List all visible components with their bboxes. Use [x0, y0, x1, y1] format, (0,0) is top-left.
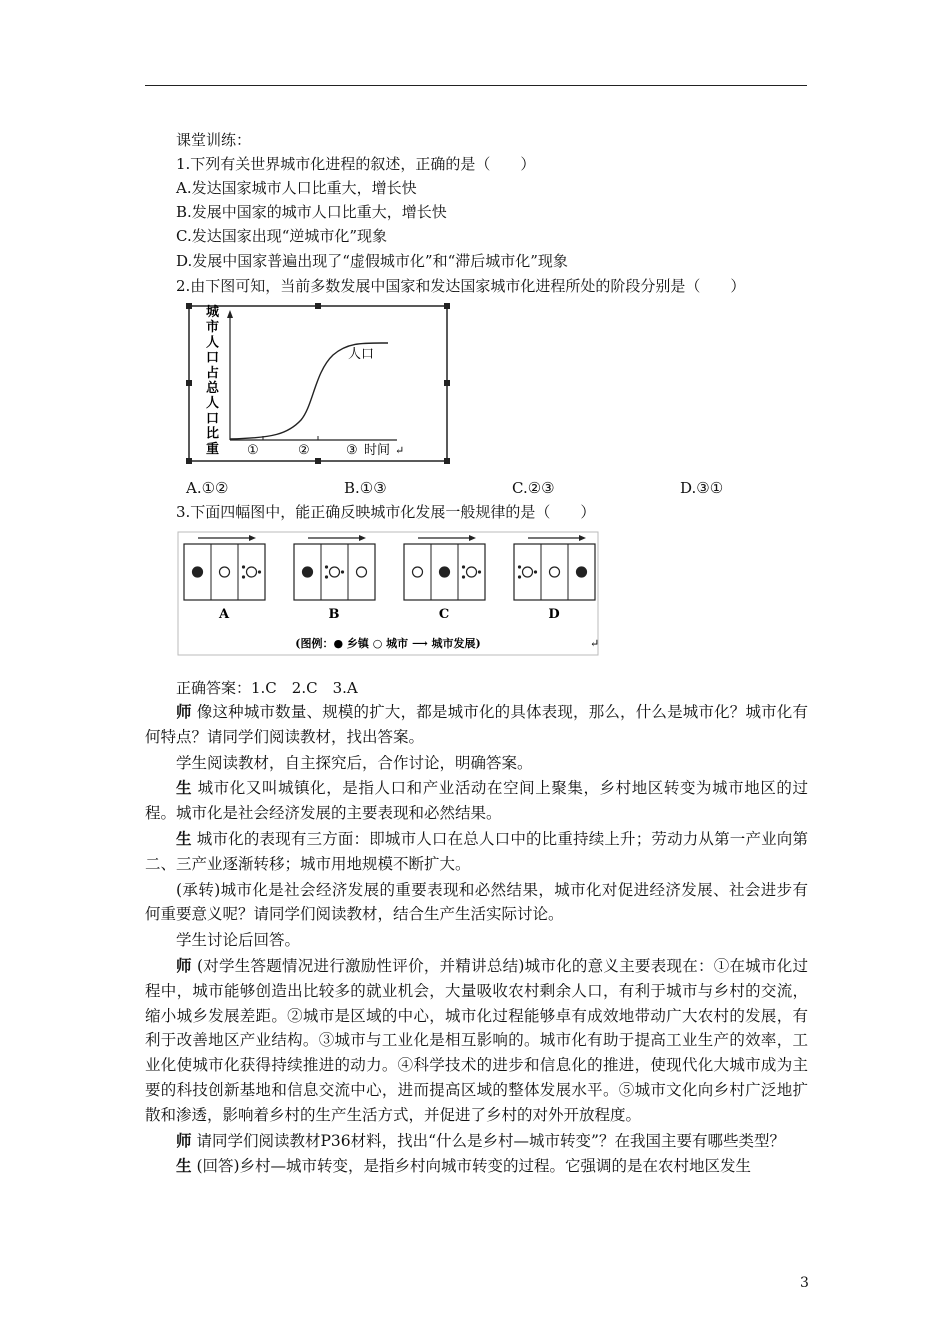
satellite-dot [478, 570, 481, 573]
stage-3-label: ③ [346, 443, 358, 458]
city-circle [550, 567, 560, 577]
y-axis-label-char: 城 [206, 305, 220, 320]
q2-option-d: D.③① [680, 479, 724, 497]
answers: 正确答案：1.C 2.C 3.A [176, 679, 358, 697]
page-number: 3 [800, 1275, 809, 1291]
q1-option-a: A.发达国家城市人口比重大，增长快 [176, 179, 417, 197]
body-paragraph [145, 954, 808, 1128]
satellite-dot [518, 575, 521, 578]
y-axis-label-char: 比 [206, 426, 220, 442]
frame-handle [444, 380, 450, 386]
body-paragraph [145, 827, 808, 877]
legend: (图例：● 乡镇 ○ 城市 ⟶ 城市发展) [295, 637, 481, 650]
y-axis-label-char: 口 [206, 350, 220, 366]
paragraph-text: (承转)城市化是社会经济发展的重要表现和必然结果，城市化对促进经济发展、社会进步有何重要意义呢？请同学们阅读教材，结合生产生活实际讨论。 [145, 880, 808, 924]
paragraph-text: 城市化的表现有三方面：即城市人口在总人口中的比重持续上升；劳动力从第一产业向第二、三产业逐渐转移；城市用地规模不断扩大。 [145, 829, 808, 873]
body-paragraph [145, 1154, 808, 1179]
arrow-head [469, 535, 476, 541]
frame-handle [315, 458, 321, 464]
frame-handle [315, 303, 321, 309]
stage-2-label: ② [298, 443, 310, 458]
q2-option-b: B.①③ [344, 479, 387, 497]
town-dot [577, 567, 587, 577]
panel-c [404, 535, 485, 622]
paragraph-text: 像这种城市数量、规模的扩大，都是城市化的具体表现，那么，什么是城市化？城市化有何特点？请同学们阅读教材，找出答案。 [145, 703, 808, 746]
urbanization-curve-figure [183, 300, 458, 466]
q1-option-c: C.发达国家出现“逆城市化”现象 [176, 227, 388, 245]
body-paragraph [145, 878, 808, 928]
town-dot [303, 567, 313, 577]
speaker-label: 生 [176, 1156, 192, 1176]
y-axis-label-char: 人 [206, 396, 220, 412]
curve-label: 人口 [348, 347, 375, 362]
speaker-label: 师 [176, 1130, 192, 1150]
satellite-dot [242, 575, 245, 578]
y-axis-label [206, 305, 220, 457]
body-paragraph [145, 776, 808, 826]
q3-stem: 3.下面四幅图中，能正确反映城市化发展一般规律的是（ ） [176, 503, 596, 521]
satellite-dot [258, 570, 261, 573]
city-circle [523, 567, 533, 577]
q2-option-c: C.②③ [512, 479, 555, 497]
satellite-dot [534, 570, 537, 573]
satellite-dot [325, 565, 328, 568]
frame-handle [186, 303, 192, 309]
panel-label: C [438, 607, 450, 622]
city-circle [220, 567, 230, 577]
city-circle [247, 567, 257, 577]
q1-option-b: B.发展中国家的城市人口比重大，增长快 [176, 203, 447, 221]
body-paragraph [145, 1129, 808, 1154]
return-mark: ↵ [395, 444, 405, 457]
city-circle [330, 567, 340, 577]
arrow-head [579, 535, 586, 541]
y-axis-label-char: 口 [206, 411, 220, 427]
y-axis-label-char: 总 [206, 381, 220, 396]
paragraph-text: 学生讨论后回答。 [176, 931, 301, 950]
panel-label: B [328, 607, 340, 622]
arrow-head [359, 535, 366, 541]
header-rule [145, 85, 807, 86]
y-axis-label-char: 市 [206, 320, 220, 336]
satellite-dot [518, 565, 521, 568]
panel-b [294, 535, 375, 622]
panel-d [514, 535, 595, 622]
body-paragraph [145, 928, 808, 953]
speaker-label: 师 [176, 955, 192, 975]
panel-label: A [218, 607, 230, 622]
panel-group [184, 535, 595, 622]
x-axis-label: 时间 [364, 443, 391, 458]
q1-option-d: D.发展中国家普遍出现了“虚假城市化”和“滞后城市化”现象 [176, 252, 568, 270]
y-axis-label-char: 重 [206, 441, 220, 457]
paragraph-text: (回答)乡村—城市转变，是指乡村向城市转变的过程。它强调的是在农村地区发生 [191, 1157, 752, 1176]
q1-stem: 1.下列有关世界城市化进程的叙述，正确的是（ ） [176, 155, 536, 173]
speaker-label: 生 [176, 828, 192, 848]
y-axis-label-char: 人 [206, 335, 220, 351]
paragraph-text: 城市化又叫城镇化，是指人口和产业活动在空间上聚集，乡村地区转变为城市地区的过程。城市化是社会经济发展的主要表现和必然结果。 [145, 779, 808, 823]
body-paragraph [145, 751, 808, 776]
arrow-head [249, 535, 256, 541]
urbanization-panels-figure [176, 530, 601, 658]
satellite-dot [341, 570, 344, 573]
stage-1-label: ① [247, 443, 259, 458]
paragraph-text: (对学生答题情况进行激励性评价，并精讲总结)城市化的意义主要表现在：①在城市化过程中，城市能够创造出比较多的就业机会，大量吸收农村剩余人口，有利于城市与乡村的交流，缩小城乡发展差距。②城市是区域的中心，城市化过程能够卓有成效地带动广大农村的发展，有利于改善地区产业结构。③城市与工业化是相互影响的。城市化有助于提高工业生产的效率，工业化使城市化获得持续推进的动力。④科学技术的进步和信息化的推进，使现代化大城市成为主要的科技创新基地和信息交流中心，进而提高区域的整体发展水平。⑤城市文化向乡村广泛地扩散和渗透，影响着乡村的生产生活方式，并促进了乡村的对外开放程度。 [145, 956, 808, 1124]
q2-option-a: A.①② [186, 479, 229, 497]
frame-handle [444, 303, 450, 309]
q2-stem: 2.由下图可知，当前多数发展中国家和发达国家城市化进程所处的阶段分别是（ ） [176, 277, 746, 295]
city-circle [467, 567, 477, 577]
frame-handle [186, 458, 192, 464]
section-title: 课堂训练： [176, 131, 252, 149]
frame-handle [186, 380, 192, 386]
city-circle [357, 567, 367, 577]
city-circle [413, 567, 423, 577]
return-mark: ↵ [590, 637, 600, 650]
paragraph-text: 请同学们阅读教材P36材料，找出“什么是乡村—城市转变”？在我国主要有哪些类型？ [191, 1131, 785, 1150]
body-text [145, 700, 808, 1180]
satellite-dot [242, 565, 245, 568]
speaker-label: 生 [176, 778, 193, 798]
body-paragraph [145, 700, 808, 750]
satellite-dot [462, 575, 465, 578]
frame-handle [444, 458, 450, 464]
town-dot [193, 567, 203, 577]
y-axis-label-char: 占 [206, 365, 220, 381]
paragraph-text: 学生阅读教材，自主探究后，合作讨论，明确答案。 [176, 753, 533, 772]
town-dot [440, 567, 450, 577]
speaker-label: 师 [176, 702, 192, 721]
satellite-dot [325, 575, 328, 578]
panel-label: D [548, 607, 560, 622]
y-axis-arrow [227, 310, 233, 318]
panel-a [184, 535, 265, 622]
satellite-dot [462, 565, 465, 568]
